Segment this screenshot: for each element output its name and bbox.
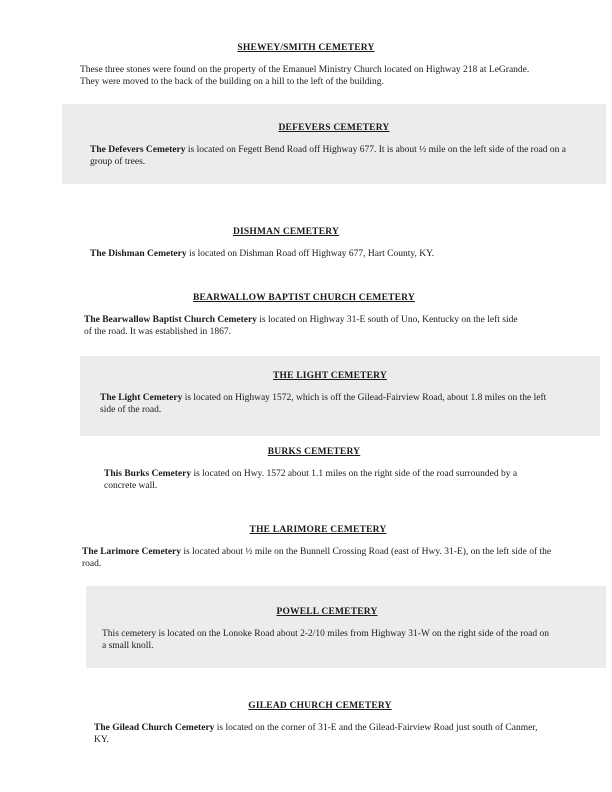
section-heading: THE LARIMORE CEMETERY: [249, 525, 387, 535]
cemetery-section: [80, 42, 532, 88]
section-body: The Bearwallow Baptist Church Cemetery is located on Highway 31-E south of Uno, Kentucky on the left side of the road. It was established in 1867.: [84, 315, 518, 337]
cemetery-section: [104, 446, 524, 492]
section-heading: BEARWALLOW BAPTIST CHURCH CEMETERY: [193, 293, 415, 303]
section-body: The Defevers Cemetery is located on Fegett Bend Road off Highway 677. It is about ½ mile on the left side of the road on a group of trees.: [90, 145, 567, 167]
cemetery-section: [82, 524, 554, 570]
cemetery-section: [90, 226, 482, 260]
section-body: The Dishman Cemetery is located on Dishman Road off Highway 677, Hart County, KY.: [90, 249, 435, 259]
section-heading: DISHMAN CEMETERY: [232, 227, 340, 237]
section-body: The Light Cemetery is located on Highway 1572, which is off the Gilead-Fairview Road, about 1.8 miles on the left side of the road.: [100, 393, 547, 415]
section-heading: DEFEVERS CEMETERY: [278, 123, 390, 133]
section-heading: POWELL CEMETERY: [276, 607, 378, 617]
section-body: These three stones were found on the property of the Emanuel Ministry Church located on Highway 218 at LeGrande. They were moved to the back of the building on a hill to the left of the building.: [80, 65, 530, 87]
section-heading: THE LIGHT CEMETERY: [273, 371, 387, 381]
section-heading: BURKS CEMETERY: [267, 447, 361, 457]
section-body: This cemetery is located on the Lonoke Road about 2-2/10 miles from Highway 31-W on the right side of the road on a small knoll.: [102, 629, 550, 651]
section-body: The Larimore Cemetery is located about ½ mile on the Bunnell Crossing Road (east of Hwy. 31-E), on the left side of the road.: [82, 547, 552, 569]
cemetery-section: [102, 606, 552, 652]
section-heading: GILEAD CHURCH CEMETERY: [248, 701, 392, 711]
section-heading: SHEWEY/SMITH CEMETERY: [237, 43, 375, 53]
cemetery-section: [90, 122, 578, 168]
cemetery-section: [100, 370, 560, 416]
cemetery-section: [94, 700, 546, 746]
section-body: The Gilead Church Cemetery is located on the corner of 31-E and the Gilead-Fairview Road just south of Canmer, KY.: [94, 723, 538, 745]
cemetery-section: [84, 292, 524, 338]
section-body: This Burks Cemetery is located on Hwy. 1572 about 1.1 miles on the right side of the road surrounded by a concrete wall.: [104, 469, 518, 491]
